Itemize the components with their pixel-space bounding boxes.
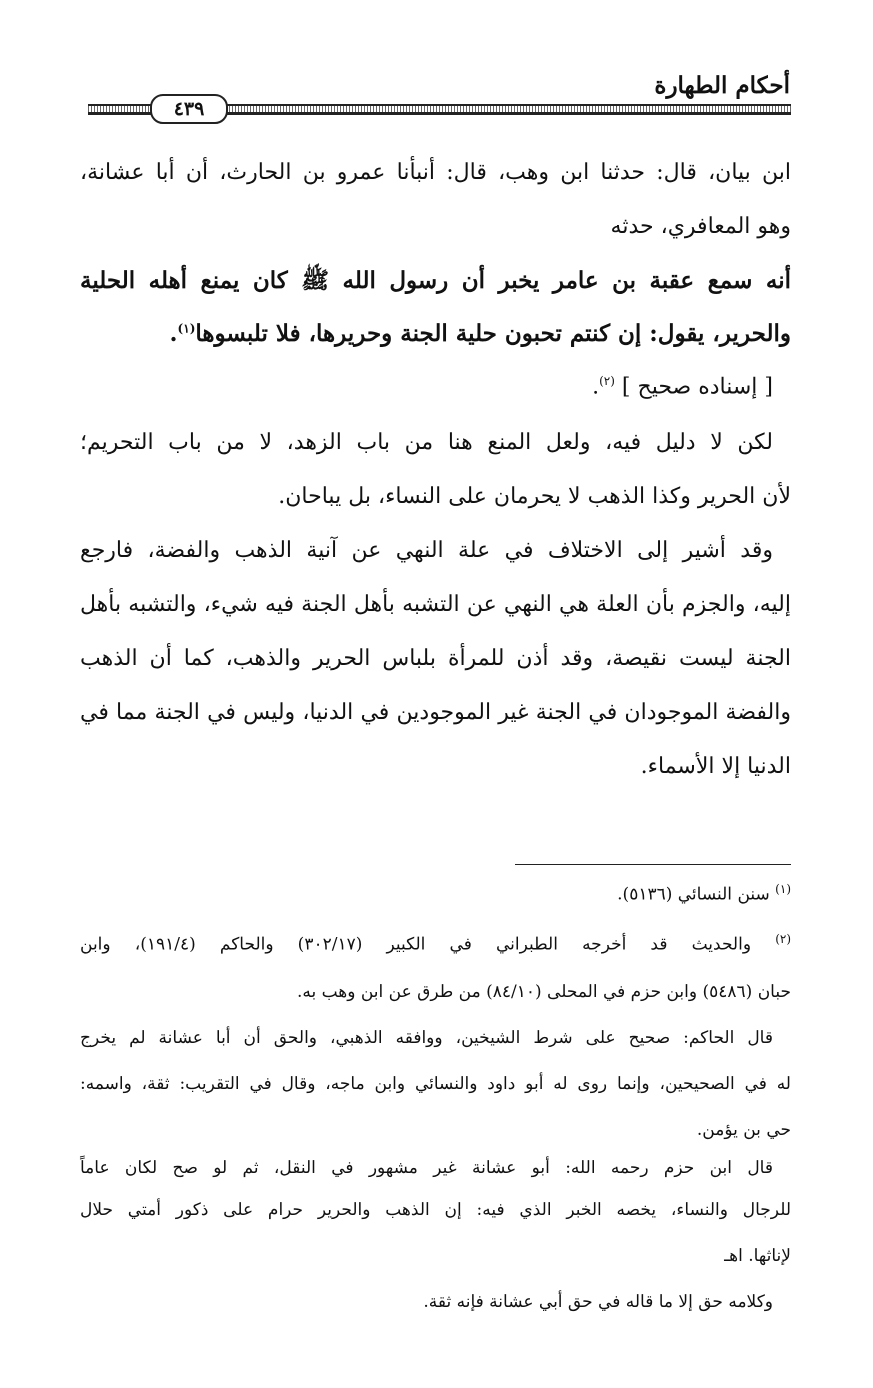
body-line: إليه، والجزم بأن العلة هي النهي عن التشبه بأهل الجنة فيه شيء، والتشبه بأهل xyxy=(80,592,791,617)
footnote-line: للرجال والنساء، يخصه الخبر الذي فيه: إن الذهب والحرير حرام على ذكور أمتي حلال xyxy=(80,1200,791,1220)
footnote-line xyxy=(80,882,791,905)
footnote-line: له في الصحيحين، وإنما روى له أبو داود والنسائي وابن ماجه، وقال في التقريب: ثقة، واسمه: xyxy=(80,1074,791,1094)
body-line: وقد أشير إلى الاختلاف في علة النهي عن آنية الذهب والفضة، فارجع xyxy=(80,538,773,563)
footnote-line: قال الحاكم: صحيح على شرط الشيخين، ووافقه الذهبي، والحق أن أبا عشانة لم يخرج xyxy=(80,1028,773,1048)
footnote-marker: (٢) xyxy=(775,932,792,946)
footnote-line: لإناثها. اهـ xyxy=(724,1246,791,1266)
body-line: وهو المعافري، حدثه xyxy=(610,214,791,239)
footnote-separator xyxy=(515,864,791,865)
body-line: ابن بيان، قال: حدثنا ابن وهب، قال: أنبأنا عمرو بن الحارث، أن أبا عشانة، xyxy=(80,160,791,185)
footnote-ref: (١) xyxy=(177,321,196,336)
body-line: الجنة ليست نقيصة، وقد أذن للمرأة بلباس الحرير والذهب، كما أن الذهب xyxy=(80,646,791,671)
body-line: الدنيا إلا الأسماء. xyxy=(640,754,791,779)
running-title: أحكام الطهارة xyxy=(654,72,790,99)
footnote-line: حبان (٥٤٨٦) وابن حزم في المحلى (٨٤/١٠) من طرق عن ابن وهب به. xyxy=(296,982,791,1002)
footnote-line xyxy=(80,932,791,955)
body-line: لكن لا دليل فيه، ولعل المنع هنا من باب الزهد، لا من باب التحريم؛ xyxy=(80,430,773,455)
footnote-line: حي بن يؤمن. xyxy=(696,1120,791,1140)
isnad-line xyxy=(80,374,773,399)
hadith-text: والحرير، يقول: إن كنتم تحبون حلية الجنة وحريرها، فلا تلبسوها xyxy=(195,320,791,347)
end-mark: . xyxy=(169,320,178,347)
footnote-line: قال ابن حزم رحمه الله: أبو عشانة غير مشهور في النقل، ثم لو صح لكان عاماً xyxy=(80,1158,773,1178)
hadith-line xyxy=(80,320,791,347)
body-line: لأن الحرير وكذا الذهب لا يحرمان على النساء، بل يباحان. xyxy=(278,484,791,509)
footnote-line: وكلامه حق إلا ما قاله في حق أبي عشانة فإنه ثقة. xyxy=(423,1292,773,1312)
footnote-text: والحديث قد أخرجه الطبراني في الكبير (٣٠٢/١٧) والحاكم (١٩١/٤)، وابن xyxy=(80,934,752,955)
isnad-grade: [ إسناده صحيح ] xyxy=(621,374,773,400)
footnote-ref: (٢) xyxy=(599,374,615,388)
hadith-line: أنه سمع عقبة بن عامر يخبر أن رسول الله ﷺ كان يمنع أهله الحلية xyxy=(80,267,791,294)
end-mark: . xyxy=(592,374,600,400)
body-line: والفضة الموجودان في الجنة غير الموجودين في الدنيا، وليس في الجنة مما في xyxy=(80,700,791,725)
page-number: ٤٣٩ xyxy=(150,94,228,124)
footnote-marker: (١) xyxy=(775,882,791,896)
footnote-text: سنن النسائي (٥١٣٦). xyxy=(617,884,770,905)
